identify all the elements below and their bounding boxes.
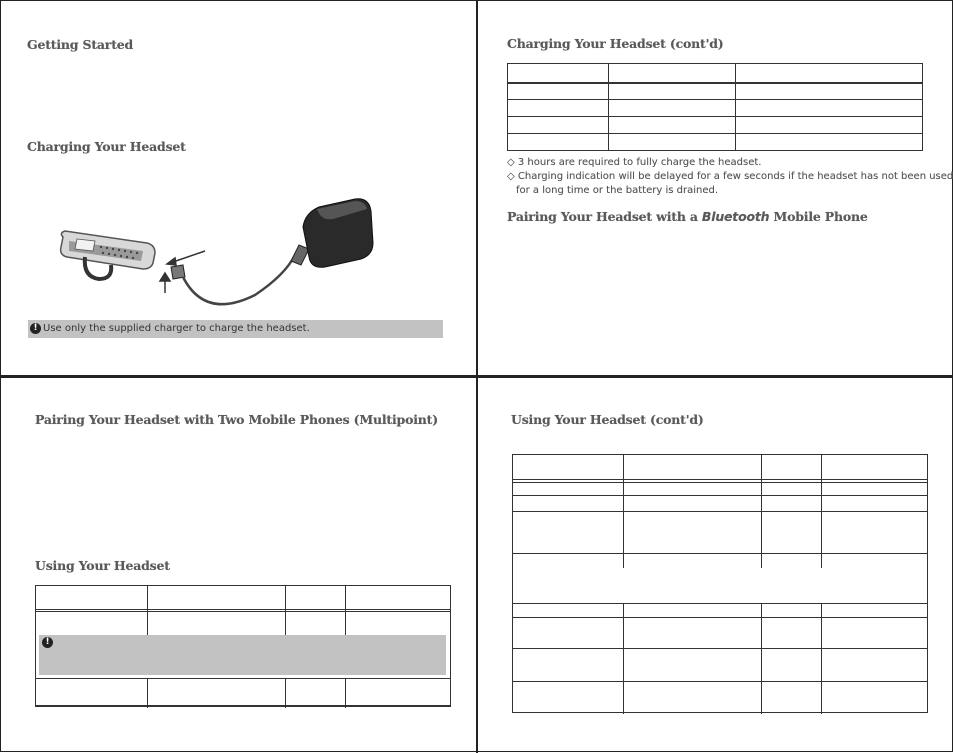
heading-charging: Charging Your Headset — [27, 139, 186, 154]
charging-illustration — [55, 195, 385, 315]
horizontal-divider — [0, 375, 953, 377]
heading-pairing-bluetooth: Bluetooth — [701, 209, 770, 224]
headset-image — [61, 231, 155, 279]
charging-note-2: ◇ Charging indication will be delayed for a few seconds if the headset has not been used — [507, 171, 953, 182]
heading-multipoint: Pairing Your Headset with Two Mobile Phones (Multipoint) — [35, 412, 438, 427]
using-contd-table — [512, 454, 928, 713]
heading-charging-contd: Charging Your Headset (cont'd) — [507, 36, 724, 51]
charger-image — [303, 199, 373, 268]
charger-cable — [171, 245, 309, 304]
heading-pairing-pre: Pairing Your Headset with a — [507, 209, 702, 224]
heading-pairing-post: Mobile Phone — [769, 209, 868, 224]
using-table-warning-box — [39, 635, 446, 675]
heading-using: Using Your Headset — [35, 558, 170, 573]
warning-text: Use only the supplied charger to charge the headset. — [43, 322, 310, 334]
charging-status-table — [507, 63, 923, 151]
heading-pairing — [507, 209, 868, 224]
charging-note-2-cont: for a long time or the battery is drained. — [516, 185, 718, 196]
charging-note-1: ◇ 3 hours are required to fully charge the headset. — [507, 157, 762, 168]
warning-bar — [28, 320, 443, 338]
exclamation-circle-icon: ! — [30, 323, 41, 334]
exclamation-circle-icon: ! — [42, 637, 53, 648]
heading-getting-started: Getting Started — [27, 37, 134, 52]
heading-using-contd: Using Your Headset (cont'd) — [511, 412, 704, 427]
